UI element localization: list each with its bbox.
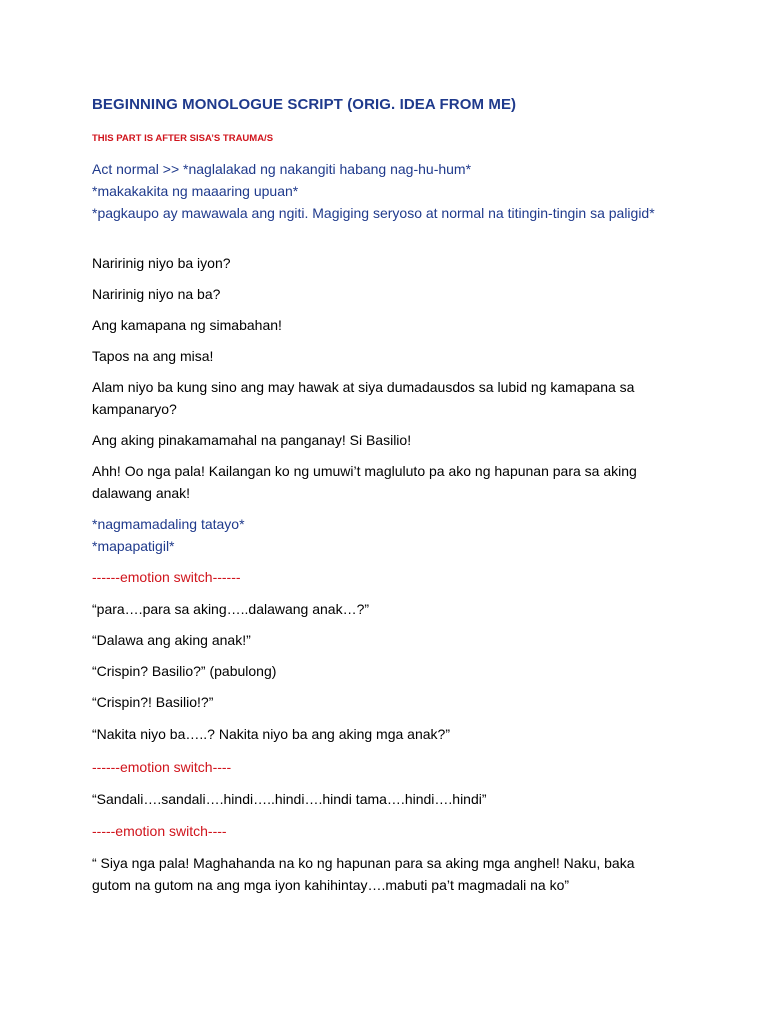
monologue-line: Ang kamapana ng simabahan! (92, 317, 282, 333)
monologue-line: gutom na gutom na ang mga iyon kahihintay….mabuti pa’t magmadali na ko” (92, 877, 570, 893)
monologue-line: “Dalawa ang aking anak!” (92, 632, 251, 648)
stage-direction: *pagkaupo ay mawawala ang ngiti. Magiging seryoso at normal na titingin-tingin sa paligid* (92, 205, 655, 221)
monologue-line: kampanaryo? (92, 401, 177, 417)
monologue-line: “para….para sa aking…..dalawang anak…?” (92, 601, 370, 617)
stage-direction: *mapapatigil* (92, 538, 175, 554)
stage-direction: *nagmamadaling tatayo* (92, 516, 245, 532)
monologue-line: “Sandali….sandali….hindi…..hindi….hindi tama….hindi….hindi” (92, 791, 487, 807)
monologue-line: “ Siya nga pala! Maghahanda na ko ng hapunan para sa aking mga anghel! Naku, baka (92, 855, 635, 871)
document-title: BEGINNING MONOLOGUE SCRIPT (ORIG. IDEA FROM ME) (92, 96, 517, 113)
monologue-line: “Crispin? Basilio?” (pabulong) (92, 663, 277, 679)
monologue-line: Tapos na ang misa! (92, 348, 214, 364)
document-subtitle: THIS PART IS AFTER SISA’S TRAUMA/S (92, 133, 274, 144)
stage-direction: *makakakita ng maaaring upuan* (92, 183, 299, 199)
monologue-line: Naririnig niyo ba iyon? (92, 255, 231, 271)
monologue-line: Naririnig niyo na ba? (92, 286, 221, 302)
emotion-switch-marker: -----emotion switch---- (92, 823, 227, 839)
monologue-line: Ang aking pinakamamahal na panganay! Si Basilio! (92, 432, 412, 448)
stage-direction: Act normal >> *naglalakad ng nakangiti habang nag-hu-hum* (92, 161, 472, 177)
monologue-line: Alam niyo ba kung sino ang may hawak at siya dumadausdos sa lubid ng kamapana sa (92, 379, 635, 395)
emotion-switch-marker: ------emotion switch---- (92, 759, 232, 775)
monologue-line: “Nakita niyo ba…..? Nakita niyo ba ang aking mga anak?” (92, 726, 450, 742)
emotion-switch-marker: ------emotion switch------ (92, 569, 241, 585)
monologue-line: “Crispin?! Basilio!?” (92, 694, 214, 710)
monologue-line: Ahh! Oo nga pala! Kailangan ko ng umuwi’t magluluto pa ako ng hapunan para sa aking (92, 463, 637, 479)
monologue-line: dalawang anak! (92, 485, 191, 501)
